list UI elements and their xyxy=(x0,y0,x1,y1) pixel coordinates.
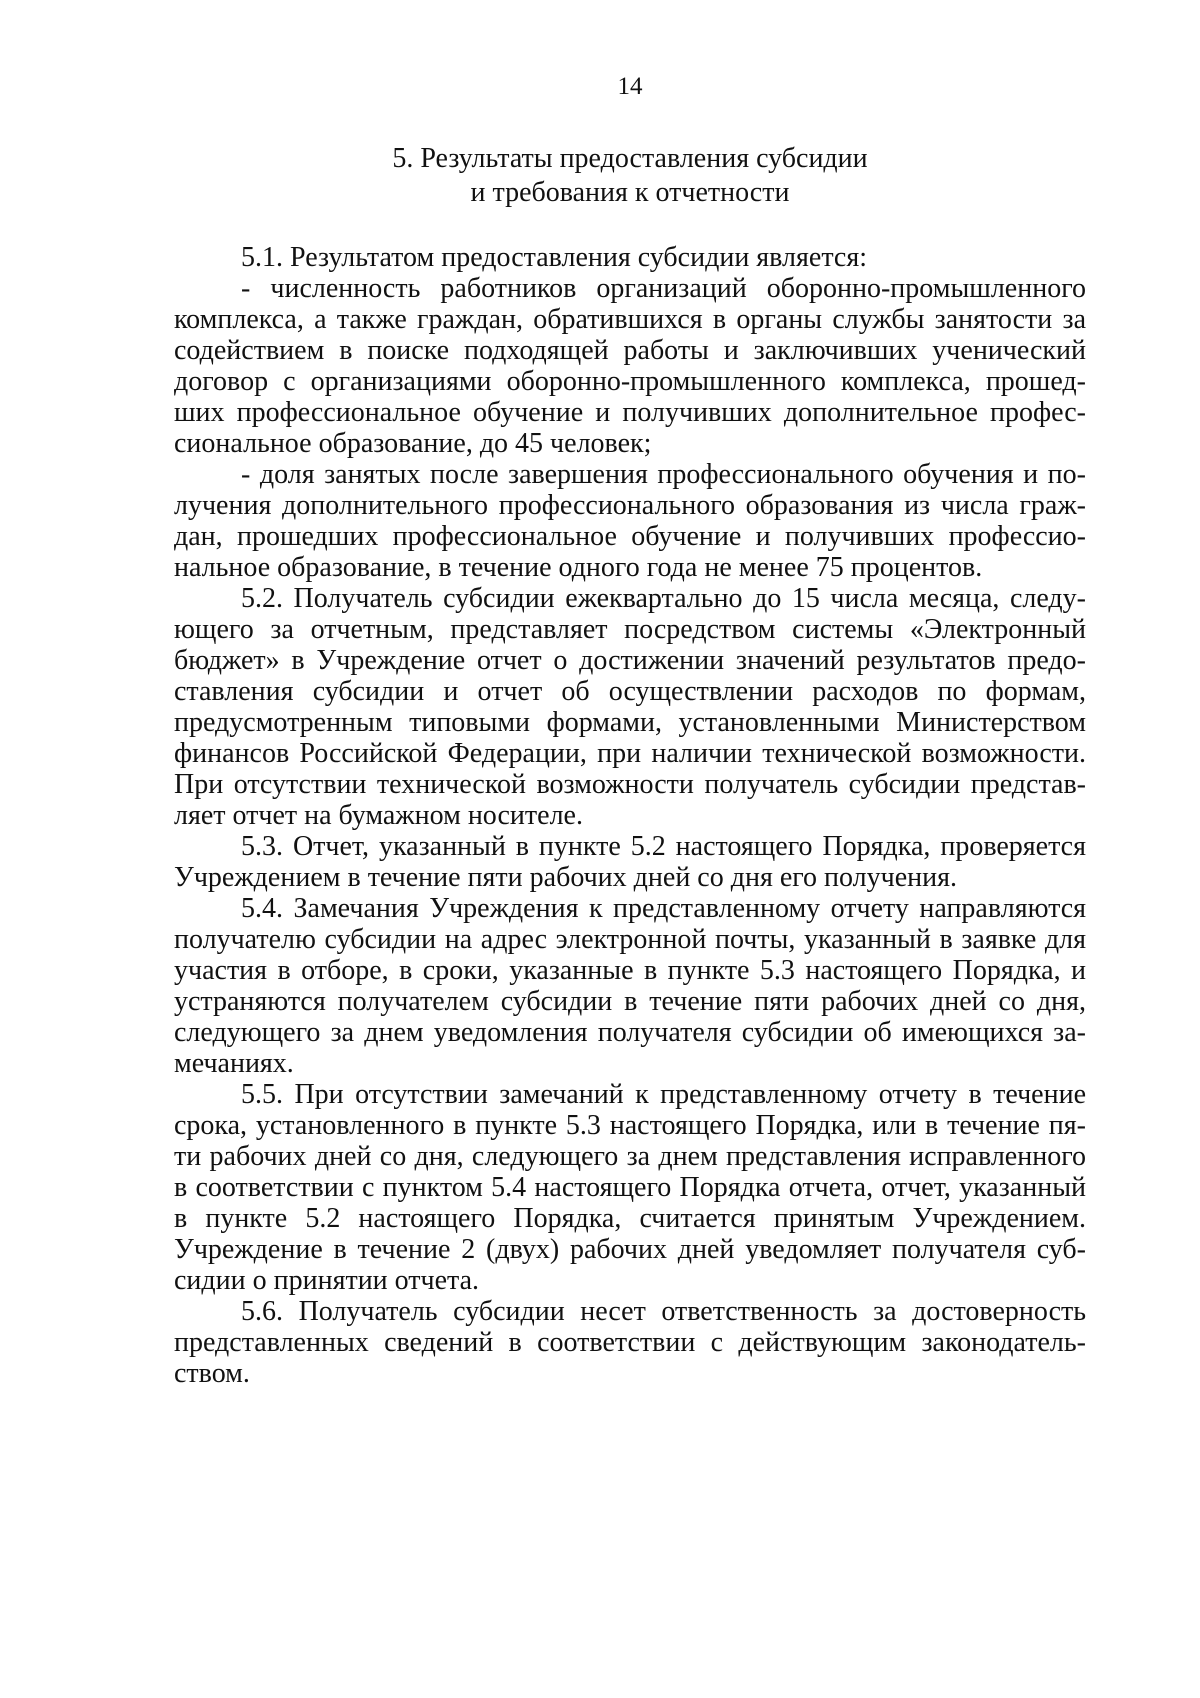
section-body xyxy=(174,242,1086,1389)
paragraph-5-5: 5.5. При отсутствии замечаний к представленному отчету в течение срока, установленного в пункте 5.3 настоящего Порядка, или в течение пя-ти рабочих дней со дня, следующего за днем представления исправленного в соответствии с пунктом 5.4 настоящего Порядка отчета, отчет, указанный в пункте 5.2 настоящего Порядка, считается принятым Учреждением. Учреждение в течение 2 (двух) рабочих дней уведомляет получателя суб-сидии о принятии отчета. xyxy=(174,1079,1086,1296)
paragraph-5-4: 5.4. Замечания Учреждения к представленному отчету направляются получателю субсидии на адрес электронной почты, указанный в заявке для участия в отборе, в сроки, указанные в пункте 5.3 настоящего Порядка, и устраняются получателем субсидии в течение пяти рабочих дней со дня, следующего за днем уведомления получателя субсидии об имеющихся за-мечаниях. xyxy=(174,893,1086,1079)
paragraph-5-1-item-1: - численность работников организаций оборонно-промышленного комплекса, а также граждан, обратившихся в органы службы занятости за содействием в поиске подходящей работы и заключивших ученический договор с организациями оборонно-промышленного комплекса, прошед-ших профессиональное обучение и получивших дополнительное профес-сиональное образование, до 45 человек; xyxy=(174,273,1086,459)
paragraph-5-3: 5.3. Отчет, указанный в пункте 5.2 настоящего Порядка, проверяется Учреждением в течение пяти рабочих дней со дня его получения. xyxy=(174,831,1086,893)
page-number: 14 xyxy=(617,73,643,100)
paragraph-5-1-item-2: - доля занятых после завершения профессионального обучения и по-лучения дополнительного профессионального образования из числа граж-дан, прошедших профессиональное обучение и получивших профессио-нальное образование, в течение одного года не менее 75 процентов. xyxy=(174,459,1086,583)
section-heading-line-2: и требования к отчетности xyxy=(470,177,790,208)
paragraph-5-6: 5.6. Получатель субсидии несет ответственность за достоверность представленных сведений в соответствии с действующим законодатель-ством. xyxy=(174,1296,1086,1389)
paragraph-5-1: 5.1. Результатом предоставления субсидии является: xyxy=(241,242,867,273)
section-heading-line-1: 5. Результаты предоставления субсидии xyxy=(392,143,868,174)
paragraph-5-2: 5.2. Получатель субсидии ежеквартально до 15 числа месяца, следу-ющего за отчетным, представляет посредством системы «Электронный бюджет» в Учреждение отчет о достижении значений результатов предо-ставления субсидии и отчет об осуществлении расходов по формам, предусмотренным типовыми формами, установленными Министерством финансов Российской Федерации, при наличии технической возможности. При отсутствии технической возможности получатель субсидии представ-ляет отчет на бумажном носителе. xyxy=(174,583,1086,831)
section-heading xyxy=(240,142,1020,210)
